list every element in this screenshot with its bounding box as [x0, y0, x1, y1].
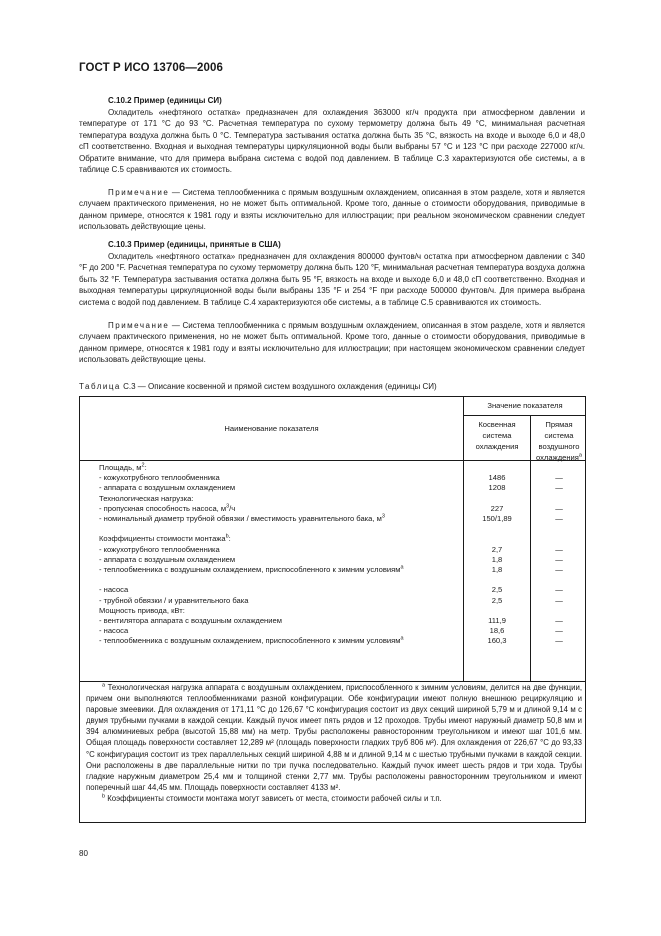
row-label-text: - кожухотрубного теплообменника: [99, 544, 220, 554]
value-indirect: 1,8: [491, 554, 503, 564]
row-label-text: - пропускная способность насоса, м: [99, 503, 227, 513]
value-indirect: 111,9: [488, 616, 506, 625]
value-indirect: 1486: [488, 473, 506, 483]
row-label-cell: [99, 463, 463, 473]
footnote-a: [86, 682, 582, 793]
value-direct: —: [555, 473, 563, 483]
row-label-sup: 2: [141, 462, 145, 469]
value-direct: —: [555, 565, 563, 574]
row-label-cell: [99, 483, 463, 493]
row-label-sup: b: [225, 533, 229, 540]
table-row: [80, 483, 586, 493]
footnote-b-text: Коэффициенты стоимости монтажа могут зависеть от места, стоимости рабочей силы и т.п.: [105, 793, 442, 803]
table-row: [80, 616, 586, 626]
table-row: [80, 606, 586, 616]
table-row: [80, 534, 586, 544]
note-text: — Система теплообменника с прямым воздушным охлаждением, описанная в этом разделе, хотя и является случаем практического применения, но не может быть оптимальной. Кроме того, данные о стоимости оборудования, приводимые в данном примере, относятся к 1981 году и взяты исключительно для иллюстрации; при реальном экономическом сравнении следует использовать действующие цены.: [79, 188, 585, 232]
row-label-text: - аппарата с воздушным охлаждением: [99, 483, 236, 493]
value-indirect: 1208: [488, 483, 506, 493]
value-indirect: 160,3: [487, 636, 507, 646]
table-row: [80, 626, 586, 636]
value-direct: —: [555, 626, 563, 636]
row-label-text: - кожухотрубного теплообменника: [99, 473, 220, 483]
value-indirect: 150/1,89: [482, 514, 512, 523]
table-c3: [79, 396, 586, 823]
section-c10-3-body: [79, 251, 585, 308]
paragraph: Охладитель «нефтяного остатка» предназначен для охлаждения 363000 кг/ч продукта при атмосферном давлении и температуре от 171 °С до 93 °С. Расчетная температура по сухому термометру должна быть 49 °С, минимальная расчетная температура воздуха должна быть 0 °С. Температура застывания остатка должна быть 35 °С, вязкость на входе и выходе 6,0 и 48,0 сП соответственно. Входная и выходная температуры циркуляционной воды были выбраны 57 °С и 123 °С при расходе 227000 кг/ч. Обратите внимание, что для примера выбрана система с водой под давлением. В таблице С.3 характеризуются обе системы, а в таблице С.5 сравниваются их стоимость.: [79, 108, 585, 175]
row-label-sup: a: [400, 635, 404, 642]
row-label-text: - насоса: [99, 585, 129, 595]
section-heading-c10-2: С.10.2 Пример (единицы СИ): [108, 96, 222, 105]
table-row: [80, 463, 586, 473]
row-label-text: Технологическая нагрузка:: [99, 493, 194, 503]
row-label-text: - теплообменника с воздушным охлаждением, приспособленного к зимним условиям: [99, 636, 401, 646]
footnote-b: [86, 793, 582, 804]
page-number: 80: [79, 849, 88, 858]
value-indirect: 2,5: [491, 595, 503, 605]
section-c10-2-body: [79, 107, 585, 175]
row-label-text: - насоса: [99, 626, 129, 636]
column-header-indirect: Косвенная система охлаждения: [475, 420, 519, 451]
row-label-cell: [99, 473, 463, 483]
section-c10-3-note: [79, 320, 585, 366]
row-label-cell: [99, 606, 463, 616]
table-divider: [463, 415, 586, 416]
footnote-mark: a: [578, 452, 582, 459]
column-header-direct-text: Прямая система воздушного охлаждения: [536, 420, 580, 462]
value-indirect: 2,5: [491, 585, 503, 595]
table-row: [80, 473, 586, 483]
footnote-mark: b: [102, 793, 106, 800]
row-label-tail: :: [228, 534, 231, 544]
row-label-cell: [99, 555, 463, 565]
value-direct: —: [555, 544, 563, 554]
footnote-a-text: Технологическая нагрузка аппарата с воздушным охлаждением, приспособленного к зимним условиям, делится на две функции, причем они выполняются теплообменниками разной конфигурации. Обе конфигурации имеют полную внешнюю рециркуляцию и паровые змеевики. Для охлаждения от 171,11 °С до 126,67 °С конфигурация состоит из двух секций шириной 5,79 м и длиной 9,14 м с двумя трубными пучками в каждой секции. Каждый пучок имеет пять рядов и 12 проходов. Трубы имеют наружный диаметр 50,8 мм и 394 алюминиевых ребра (высотой 15,88 мм) на метр. Трубы расположены равносторонним треугольником и имеют шаг 101,6 мм. Общая площадь поверхности составляет 12,289 м² (площадь поверхности гладких труб 806 м²). Для охлаждения от 226,67 °С до 93,33 °С конфигурация состоит из трех параллельных секций шириной 4,88 м и длиной 9,14 м с шестью трубными пучками в каждой секции. Они расположены в две параллельные нитки по три пучка последовательно. Каждый пучок имеет шесть рядов и три хода. Трубы гладкие наружным диаметром 25,4 мм и толщиной стенки 2,77 мм. Трубы расположены равносторонним треугольником и имеют поперечный шаг 44,45 мм. Площадь поверхности составляет 4133 м².: [86, 683, 582, 792]
table-row: [80, 636, 586, 656]
column-header-value: Значение показателя: [487, 401, 563, 410]
table-row: [80, 494, 586, 504]
row-label-text: Площадь, м: [99, 463, 142, 472]
row-label-text: - трубной обвязки / и уравнительного бака: [99, 595, 249, 605]
row-label-cell: [99, 494, 463, 504]
row-label-cell: [99, 545, 463, 555]
table-row: [80, 504, 586, 514]
row-label-cell: [99, 616, 463, 626]
row-label-text: Мощность привода, кВт:: [99, 605, 185, 615]
row-label-tail: /ч: [229, 503, 236, 513]
table-title-label: Таблица: [79, 382, 121, 391]
row-label-cell: [99, 514, 463, 524]
row-label-sup: 3: [381, 513, 385, 520]
row-label-tail: :: [144, 463, 147, 472]
value-direct: —: [555, 483, 563, 493]
row-label-text: - аппарата с воздушным охлаждением: [99, 554, 236, 564]
table-title-text: С.3 — Описание косвенной и прямой систем воздушного охлаждения (единицы СИ): [120, 382, 437, 391]
row-label-text: - теплообменника с воздушным охлаждением, приспособленного к зимним условиям: [99, 565, 401, 574]
value-direct: —: [555, 595, 563, 605]
row-label-cell: [99, 585, 463, 595]
row-label-text: - номинальный диаметр трубной обвязки / вместимость уравнительного бака, м: [99, 514, 382, 523]
row-label-sup: a: [400, 564, 404, 571]
table-divider: [80, 460, 586, 461]
row-label-text: - вентилятора аппарата с воздушным охлаждением: [99, 616, 282, 625]
table-row: [80, 585, 586, 595]
value-indirect: 1,8: [491, 565, 503, 574]
value-indirect: 2,7: [491, 544, 503, 554]
row-label-cell: [99, 565, 463, 575]
row-label-cell: [99, 626, 463, 636]
value-direct: —: [555, 554, 563, 564]
row-label-sup: 3: [226, 503, 230, 510]
note-label: Примечание: [108, 321, 170, 330]
value-direct: —: [555, 503, 563, 513]
note-label: Примечание: [108, 188, 170, 197]
section-c10-2-note: [79, 187, 585, 233]
table-row: [80, 565, 586, 585]
row-label-cell: [99, 504, 463, 514]
column-header-direct: [536, 419, 582, 463]
value-direct: —: [555, 585, 563, 595]
table-footnotes: [80, 682, 586, 804]
value-direct: —: [555, 636, 563, 646]
note-text: — Система теплообменника с прямым воздушным охлаждением, описанная в этом разделе, хотя и является случаем практического применения, но не может быть оптимальной. Кроме того, данные о стоимости оборудования, приводимые в данном примере, относятся к 1981 году и взяты исключительно для иллюстрации; при настоящем экономическом сравнении следует использовать действующие цены.: [79, 321, 585, 365]
value-direct: —: [555, 514, 563, 523]
table-row: [80, 596, 586, 606]
value-direct: —: [555, 616, 563, 625]
row-label-cell: [99, 636, 463, 646]
row-label-cell: [99, 596, 463, 606]
section-heading-c10-3: С.10.3 Пример (единицы, принятые в США): [108, 240, 281, 249]
footnote-mark: a: [102, 682, 106, 689]
value-indirect: 18,6: [489, 626, 505, 636]
table-row: [80, 545, 586, 555]
paragraph: Охладитель «нефтяного остатка» предназначен для охлаждения 800000 фунтов/ч остатка при атмосферном давлении с 340 °F до 200 °F. Расчетная температура по сухому термометру должна быть 120 °F, минимальная расчетная температура воздуха должна быть 32 °F. Температура застывания остатка должна быть 95 °F, вязкость на входе и выходе 6,0 и 48,0 сП соответственно. Входная и выходная температуры циркуляционной воды были выбраны 135 °F и 254 °F при расходе 500000 фунтов/ч. Для примера выбрана система с водой под давлением. В таблице С.4 характеризуются обе системы, а в таблице С.5 сравниваются их стоимость.: [79, 252, 585, 307]
table-row: [80, 555, 586, 565]
row-label-cell: [99, 534, 463, 544]
value-indirect: 227: [490, 503, 504, 513]
table-row: [80, 514, 586, 534]
document-header: ГОСТ Р ИСО 13706—2006: [79, 62, 224, 74]
row-label-text: Коэффициенты стоимости монтажа: [99, 534, 226, 544]
column-header-name: Наименование показателя: [224, 424, 319, 433]
table-title: [79, 382, 437, 391]
